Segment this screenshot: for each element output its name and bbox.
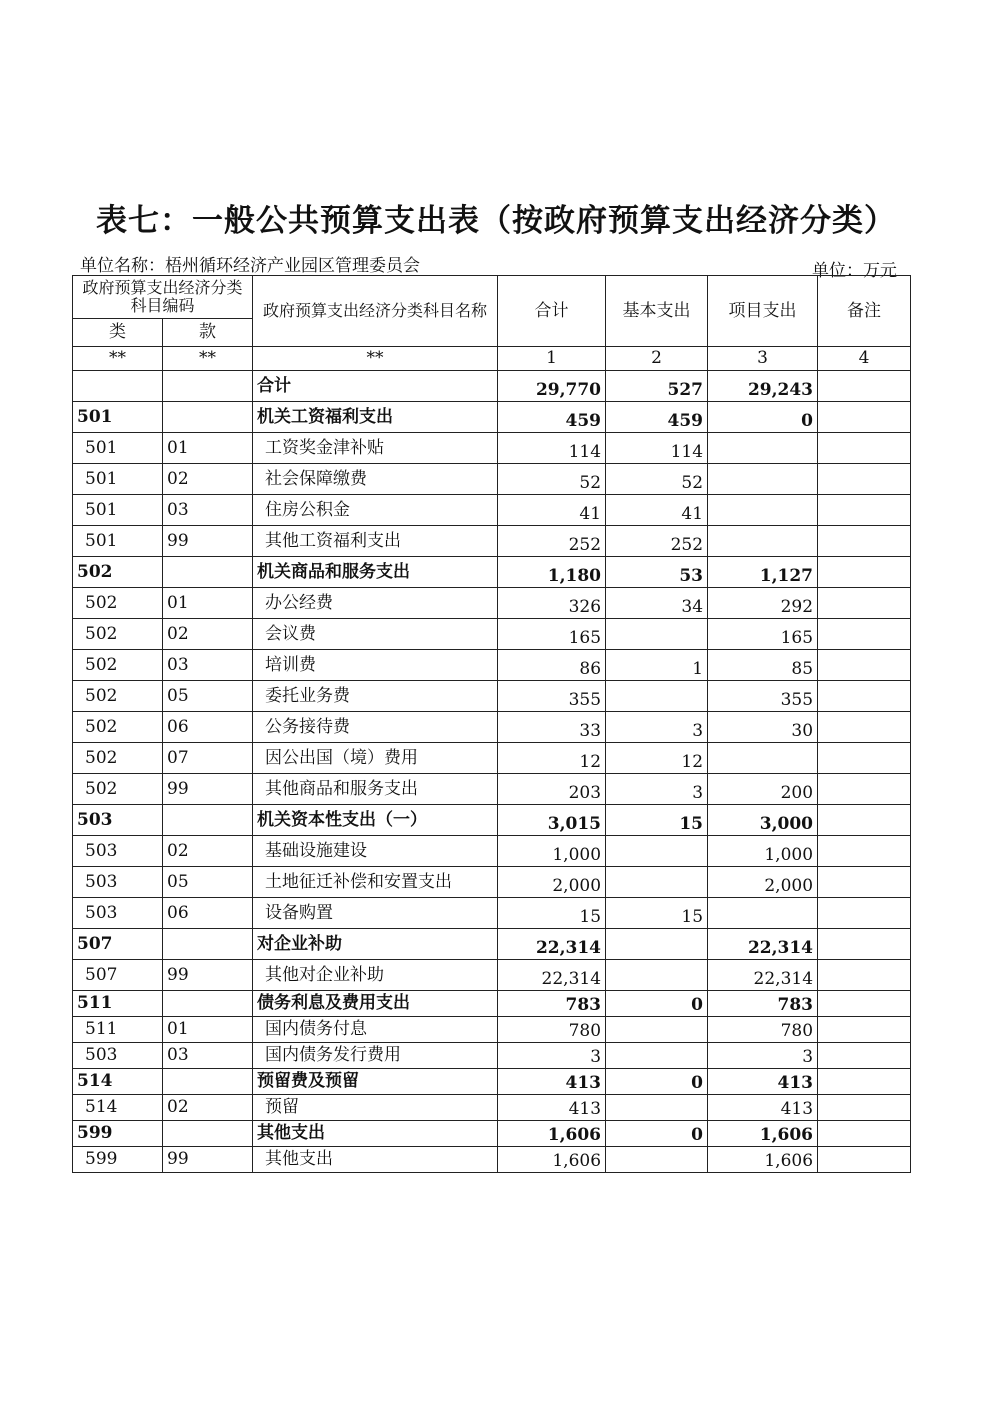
basic-cell: 12 — [606, 743, 708, 774]
item-code-cell: 99 — [163, 1147, 253, 1173]
subject-name-cell: 委托业务费 — [253, 681, 498, 712]
item-code-cell: 01 — [163, 588, 253, 619]
item-code-cell: 01 — [163, 1017, 253, 1043]
total-cell: 12 — [498, 743, 606, 774]
basic-cell — [606, 1147, 708, 1173]
header-basic: 基本支出 — [606, 276, 708, 347]
basic-cell — [606, 960, 708, 991]
remark-cell — [818, 650, 911, 681]
class-code-cell: 502 — [73, 774, 163, 805]
remark-cell — [818, 1043, 911, 1069]
subject-name-cell: 国内债务付息 — [253, 1017, 498, 1043]
project-cell: 1,606 — [708, 1147, 818, 1173]
project-cell — [708, 898, 818, 929]
item-code-cell: 01 — [163, 433, 253, 464]
total-cell: 252 — [498, 526, 606, 557]
basic-cell — [606, 867, 708, 898]
total-cell: 165 — [498, 619, 606, 650]
header-item: 款 — [163, 319, 253, 347]
table-row — [73, 1069, 911, 1095]
subject-name-cell: 债务利息及费用支出 — [253, 991, 498, 1017]
project-cell: 783 — [708, 991, 818, 1017]
class-code-cell: 503 — [73, 836, 163, 867]
total-cell: 783 — [498, 991, 606, 1017]
subject-name-cell: 其他对企业补助 — [253, 960, 498, 991]
class-code-cell: 503 — [73, 867, 163, 898]
project-cell: 0 — [708, 402, 818, 433]
remark-cell — [818, 743, 911, 774]
basic-cell: 114 — [606, 433, 708, 464]
item-code-cell: 06 — [163, 712, 253, 743]
table-row — [73, 433, 911, 464]
remark-cell — [818, 960, 911, 991]
table-row — [73, 526, 911, 557]
table-row — [73, 402, 911, 433]
project-cell: 85 — [708, 650, 818, 681]
class-code-cell: 514 — [73, 1095, 163, 1121]
table-row — [73, 712, 911, 743]
table-row — [73, 681, 911, 712]
basic-cell: 1 — [606, 650, 708, 681]
item-code-cell: 02 — [163, 836, 253, 867]
table-row — [73, 1147, 911, 1173]
unit-name: 单位名称：梧州循环经济产业园区管理委员会 — [80, 256, 420, 276]
remark-cell — [818, 1069, 911, 1095]
project-cell — [708, 743, 818, 774]
project-cell — [708, 526, 818, 557]
basic-cell: 3 — [606, 712, 708, 743]
table-row — [73, 650, 911, 681]
basic-cell: 34 — [606, 588, 708, 619]
class-code-cell: 514 — [73, 1069, 163, 1095]
subject-name-cell: 培训费 — [253, 650, 498, 681]
table-title: 表七：一般公共预算支出表（按政府预算支出经济分类） — [96, 203, 896, 239]
header-total: 合计 — [498, 276, 606, 347]
remark-cell — [818, 1017, 911, 1043]
class-code-cell: 511 — [73, 991, 163, 1017]
class-code-cell: 502 — [73, 650, 163, 681]
header-remark: 备注 — [818, 276, 911, 347]
class-code-cell — [73, 371, 163, 402]
project-cell — [708, 495, 818, 526]
project-cell: 22,314 — [708, 929, 818, 960]
subject-name-cell: 其他支出 — [253, 1121, 498, 1147]
basic-cell: 0 — [606, 1121, 708, 1147]
remark-cell — [818, 464, 911, 495]
total-cell: 1,180 — [498, 557, 606, 588]
header-project: 项目支出 — [708, 276, 818, 347]
total-cell: 1,606 — [498, 1147, 606, 1173]
budget-table — [72, 275, 911, 1173]
seq-cell: ** — [163, 347, 253, 371]
basic-cell: 252 — [606, 526, 708, 557]
header-code-group: 政府预算支出经济分类科目编码 — [73, 276, 253, 319]
total-cell: 114 — [498, 433, 606, 464]
project-cell: 780 — [708, 1017, 818, 1043]
table-row — [73, 557, 911, 588]
remark-cell — [818, 588, 911, 619]
basic-cell: 15 — [606, 898, 708, 929]
table-row — [73, 929, 911, 960]
remark-cell — [818, 774, 911, 805]
project-cell: 3 — [708, 1043, 818, 1069]
total-cell: 22,314 — [498, 929, 606, 960]
total-cell: 3,015 — [498, 805, 606, 836]
project-cell: 22,314 — [708, 960, 818, 991]
table-row — [73, 991, 911, 1017]
project-cell: 30 — [708, 712, 818, 743]
class-code-cell: 502 — [73, 712, 163, 743]
subject-name-cell: 基础设施建设 — [253, 836, 498, 867]
basic-cell: 527 — [606, 371, 708, 402]
class-code-cell: 502 — [73, 557, 163, 588]
class-code-cell: 501 — [73, 402, 163, 433]
subject-name-cell: 土地征迁补偿和安置支出 — [253, 867, 498, 898]
project-cell: 413 — [708, 1069, 818, 1095]
total-cell: 326 — [498, 588, 606, 619]
total-cell: 41 — [498, 495, 606, 526]
item-code-cell: 06 — [163, 898, 253, 929]
remark-cell — [818, 898, 911, 929]
item-code-cell: 99 — [163, 774, 253, 805]
item-code-cell — [163, 557, 253, 588]
class-code-cell: 503 — [73, 1043, 163, 1069]
item-code-cell — [163, 1069, 253, 1095]
remark-cell — [818, 712, 911, 743]
remark-cell — [818, 402, 911, 433]
basic-cell: 41 — [606, 495, 708, 526]
table-row — [73, 495, 911, 526]
subject-name-cell: 其他商品和服务支出 — [253, 774, 498, 805]
table-row — [73, 371, 911, 402]
remark-cell — [818, 1121, 911, 1147]
header-class: 类 — [73, 319, 163, 347]
item-code-cell — [163, 805, 253, 836]
item-code-cell — [163, 1121, 253, 1147]
table-row — [73, 1043, 911, 1069]
project-cell: 29,243 — [708, 371, 818, 402]
basic-cell — [606, 1017, 708, 1043]
total-cell: 29,770 — [498, 371, 606, 402]
project-cell: 292 — [708, 588, 818, 619]
remark-cell — [818, 619, 911, 650]
subject-name-cell: 设备购置 — [253, 898, 498, 929]
class-code-cell: 501 — [73, 464, 163, 495]
class-code-cell: 501 — [73, 495, 163, 526]
table-row — [73, 960, 911, 991]
total-cell: 3 — [498, 1043, 606, 1069]
header-row — [73, 276, 911, 319]
class-code-cell: 507 — [73, 960, 163, 991]
subject-name-cell: 公务接待费 — [253, 712, 498, 743]
header-name: 政府预算支出经济分类科目名称 — [253, 276, 498, 347]
remark-cell — [818, 433, 911, 464]
project-cell: 1,000 — [708, 836, 818, 867]
subject-name-cell: 机关商品和服务支出 — [253, 557, 498, 588]
total-cell: 15 — [498, 898, 606, 929]
class-code-cell: 503 — [73, 805, 163, 836]
subject-name-cell: 其他工资福利支出 — [253, 526, 498, 557]
item-code-cell: 07 — [163, 743, 253, 774]
class-code-cell: 511 — [73, 1017, 163, 1043]
item-code-cell: 02 — [163, 1095, 253, 1121]
seq-cell: ** — [253, 347, 498, 371]
table-row — [73, 1095, 911, 1121]
class-code-cell: 501 — [73, 433, 163, 464]
subject-name-cell: 住房公积金 — [253, 495, 498, 526]
item-code-cell: 05 — [163, 681, 253, 712]
remark-cell — [818, 867, 911, 898]
table-row — [73, 898, 911, 929]
total-cell: 52 — [498, 464, 606, 495]
total-cell: 355 — [498, 681, 606, 712]
basic-cell: 0 — [606, 991, 708, 1017]
subject-name-cell: 合计 — [253, 371, 498, 402]
subject-name-cell: 国内债务发行费用 — [253, 1043, 498, 1069]
remark-cell — [818, 371, 911, 402]
item-code-cell: 02 — [163, 464, 253, 495]
item-code-cell: 99 — [163, 526, 253, 557]
subject-name-cell: 会议费 — [253, 619, 498, 650]
item-code-cell: 05 — [163, 867, 253, 898]
basic-cell — [606, 1043, 708, 1069]
class-code-cell: 507 — [73, 929, 163, 960]
item-code-cell — [163, 929, 253, 960]
remark-cell — [818, 495, 911, 526]
class-code-cell: 502 — [73, 588, 163, 619]
project-cell: 165 — [708, 619, 818, 650]
project-cell — [708, 433, 818, 464]
item-code-cell — [163, 371, 253, 402]
basic-cell — [606, 929, 708, 960]
total-cell: 203 — [498, 774, 606, 805]
project-cell: 200 — [708, 774, 818, 805]
project-cell: 1,127 — [708, 557, 818, 588]
remark-cell — [818, 836, 911, 867]
total-cell: 33 — [498, 712, 606, 743]
total-cell: 780 — [498, 1017, 606, 1043]
total-cell: 86 — [498, 650, 606, 681]
class-code-cell: 501 — [73, 526, 163, 557]
subject-name-cell: 其他支出 — [253, 1147, 498, 1173]
remark-cell — [818, 1147, 911, 1173]
total-cell: 413 — [498, 1069, 606, 1095]
table-row — [73, 1121, 911, 1147]
class-code-cell: 503 — [73, 898, 163, 929]
basic-cell: 53 — [606, 557, 708, 588]
subject-name-cell: 办公经费 — [253, 588, 498, 619]
project-cell: 1,606 — [708, 1121, 818, 1147]
basic-cell: 0 — [606, 1069, 708, 1095]
remark-cell — [818, 805, 911, 836]
project-cell — [708, 464, 818, 495]
table-row — [73, 867, 911, 898]
project-cell: 355 — [708, 681, 818, 712]
table-row — [73, 836, 911, 867]
table-row — [73, 805, 911, 836]
class-code-cell: 599 — [73, 1121, 163, 1147]
subject-name-cell: 对企业补助 — [253, 929, 498, 960]
item-code-cell — [163, 991, 253, 1017]
seq-cell: 4 — [818, 347, 911, 371]
seq-cell: 2 — [606, 347, 708, 371]
subject-name-cell: 社会保障缴费 — [253, 464, 498, 495]
table-row — [73, 774, 911, 805]
basic-cell: 52 — [606, 464, 708, 495]
remark-cell — [818, 1095, 911, 1121]
basic-cell: 3 — [606, 774, 708, 805]
project-cell: 2,000 — [708, 867, 818, 898]
class-code-cell: 599 — [73, 1147, 163, 1173]
subject-name-cell: 预留费及预留 — [253, 1069, 498, 1095]
basic-cell — [606, 681, 708, 712]
subject-name-cell: 机关工资福利支出 — [253, 402, 498, 433]
remark-cell — [818, 929, 911, 960]
class-code-cell: 502 — [73, 619, 163, 650]
remark-cell — [818, 526, 911, 557]
basic-cell: 459 — [606, 402, 708, 433]
total-cell: 22,314 — [498, 960, 606, 991]
currency-unit: 单位：万元 — [812, 261, 897, 281]
basic-cell — [606, 836, 708, 867]
basic-cell — [606, 1095, 708, 1121]
item-code-cell: 99 — [163, 960, 253, 991]
remark-cell — [818, 991, 911, 1017]
sequence-row — [73, 347, 911, 371]
item-code-cell: 03 — [163, 650, 253, 681]
remark-cell — [818, 681, 911, 712]
class-code-cell: 502 — [73, 681, 163, 712]
total-cell: 2,000 — [498, 867, 606, 898]
item-code-cell: 03 — [163, 1043, 253, 1069]
seq-cell: 1 — [498, 347, 606, 371]
project-cell: 3,000 — [708, 805, 818, 836]
subject-name-cell: 因公出国（境）费用 — [253, 743, 498, 774]
item-code-cell: 03 — [163, 495, 253, 526]
basic-cell: 15 — [606, 805, 708, 836]
class-code-cell: 502 — [73, 743, 163, 774]
remark-cell — [818, 557, 911, 588]
total-cell: 459 — [498, 402, 606, 433]
item-code-cell — [163, 402, 253, 433]
total-cell: 1,000 — [498, 836, 606, 867]
basic-cell — [606, 619, 708, 650]
table-row — [73, 743, 911, 774]
subject-name-cell: 机关资本性支出（一） — [253, 805, 498, 836]
item-code-cell: 02 — [163, 619, 253, 650]
project-cell: 413 — [708, 1095, 818, 1121]
table-row — [73, 464, 911, 495]
seq-cell: ** — [73, 347, 163, 371]
total-cell: 1,606 — [498, 1121, 606, 1147]
table-row — [73, 588, 911, 619]
subject-name-cell: 预留 — [253, 1095, 498, 1121]
seq-cell: 3 — [708, 347, 818, 371]
table-row — [73, 1017, 911, 1043]
total-cell: 413 — [498, 1095, 606, 1121]
subject-name-cell: 工资奖金津补贴 — [253, 433, 498, 464]
table-row — [73, 619, 911, 650]
